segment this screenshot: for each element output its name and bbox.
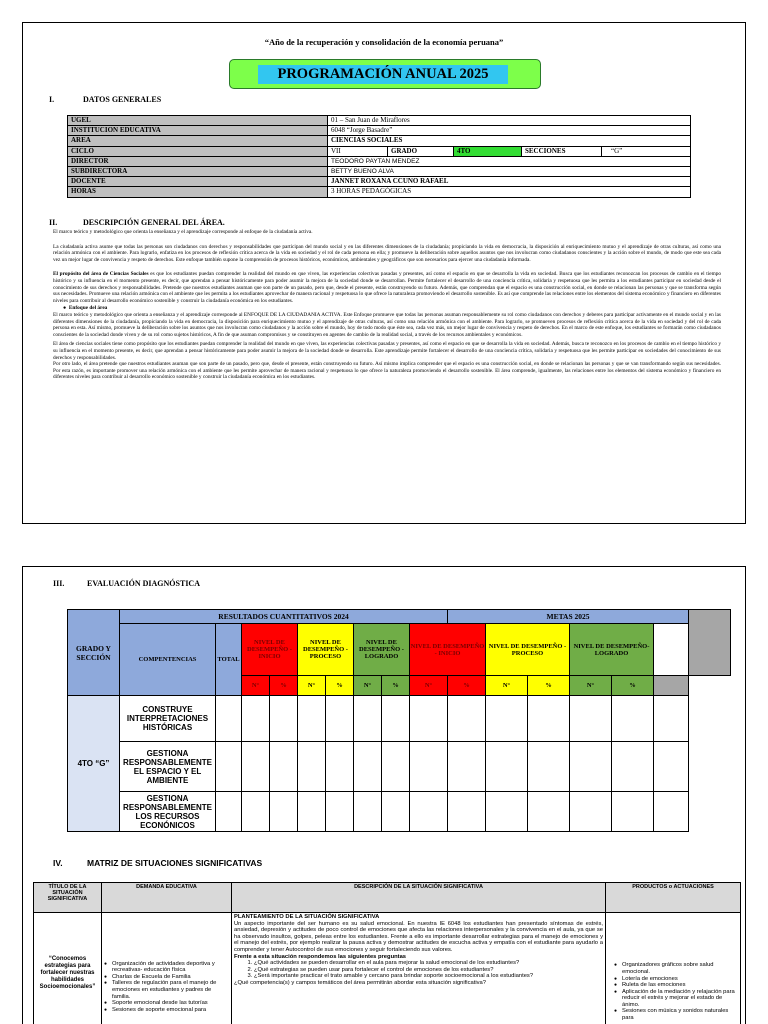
- row-horas: HORAS 3 HORAS PEDAGÓGICAS: [68, 187, 691, 197]
- demanda-item: ● Talleres de regulación para el manejo de emociones en estudiantes y padres de familia.: [104, 980, 229, 1000]
- title-banner: [229, 59, 541, 89]
- motto: “Año de la recuperación y consolidación de la economía peruana”: [264, 37, 504, 47]
- paragraph: El área de ciencias sociales tiene como propósito que los estudiantes puedan comprender la realidad del mundo en que viven, las experiencias colectivas pasadas y presentes, así como el espacio en que se desarrolla la vida en sociedad. Además, busca te reconozco en los procesos de cambio en el tiempo histórico y su influencia en el momento presente, es decir, que aprendan a pensar históricamente para poder asumir la mejora de la sociedad donde se desarrolla. Este aprendizaje permite fortalecer el desarrollo de una conciencia crítica, solidaria y respetuosa que les permite participar en sociedades del conocimiento de sus derechos y responsabilidades.: [53, 341, 721, 361]
- planteamiento-text: Un aspecto importante del ser humano es su salud emocional. En nuestra IE 6048 los estudiantes han presentado síntomas de estrés, ansiedad, depresión y actitudes de poco control de emociones que afecta las relaciones interpersonales y la convivencia en el aula, ya que se ha observado insultos, golpes, peleas entre los estudiantes. Frente a ello es importante desarrollar estrategias para el manejo de emociones y el manejo del estrés, por ejemplo realizar la pausa activa y demostrar actitudes de escucha activa y empatía con el estudiante para ayudarlo a comprender y tener Autocontrol de sus emociones y seguir fortaleciendo sus valores.: [234, 920, 603, 953]
- descripcion-text: [53, 229, 721, 384]
- row-ciclo: CICLO VII GRADO 4TO SECCIONES “G”: [68, 146, 691, 156]
- grado-4to-g: 4TO “G”: [68, 696, 120, 832]
- datos-generales-table: [67, 115, 691, 198]
- row-ie: INSTITUCION EDUCATIVA 6048 “Jorge Basadre”: [68, 126, 691, 136]
- page-1: [22, 22, 746, 524]
- row-area: AREA CIENCIAS SOCIALES: [68, 136, 691, 146]
- preguntas-list: [234, 960, 603, 980]
- matriz-table: [33, 882, 741, 1024]
- row-docente: DOCENTE JANNET ROXANA CCUNO RAFAEL: [68, 177, 691, 187]
- producto-item: ● Organizadores gráficos sobre salud emocional.: [614, 962, 738, 975]
- page-title: PROGRAMACIÓN ANUAL 2025: [258, 65, 508, 84]
- producto-item: ● Aplicación de la mediación y relajación para reducir el estrés y mejorar el estado de ánimo.: [614, 989, 738, 1009]
- header-titulo: TÍTULO DE LA SITUACIÓN SIGNIFICATIVA: [34, 883, 102, 913]
- total-header: TOTAL: [216, 624, 242, 696]
- gray-cell: [689, 610, 731, 676]
- demanda-list-cell: [102, 913, 232, 1024]
- section-descripcion: II. DESCRIPCIÓN GENERAL DEL ÁREA.: [49, 218, 225, 227]
- descripcion-cell: [232, 913, 606, 1024]
- header-productos: PRODUCTOS o ACTUACIONES: [606, 883, 741, 913]
- competencia-2: GESTIONA RESPONSABLEMENTE EL ESPACIO Y EL AMBIENTE: [120, 742, 216, 792]
- grado-value: 4TO: [454, 146, 522, 156]
- situacion-titulo: “Conocemos estrategias para fortalecer nuestras habilidades Socioemocionales”: [34, 913, 102, 1024]
- paragraph: La ciudadanía activa asume que todas las personas son ciudadanos con derechos y responsabilidades que participan del mundo social y en las diferentes dimensiones de la ciudadanía; propiciando la vida en democracia, la disposición al enriquecimiento mutuo y el aprendizaje de otras culturas, así como una relación armónica con el ambiente. Para lograrlo, enfatiza en los procesos de reflexión crítica acerca de la vida en sociedad y el rol de cada persona en ella; y promueve la deliberación sobre aquellos asuntos que nos involucran como ciudadanos conscientes y la acción sobre el mundo, de modo que este sea cada vez un mejor lugar de convivencia y respeto de derechos. Este enfoque también supone la comprensión de procesos históricos, económicos, ambientales y geográficos que son necesarios para ejercer una ciudadanía informada.: [53, 243, 721, 263]
- competencias-header: COMPENTENCIAS: [120, 624, 216, 696]
- demanda-item: ● Sesiones de soporte emocional para: [104, 1007, 229, 1014]
- metas-header: METAS 2025: [448, 610, 689, 624]
- demanda-list: [104, 961, 229, 1014]
- producto-item: ● Lotería de emociones: [614, 976, 738, 983]
- pregunta-item: 2. ¿Qué estrategias se pueden usar para fortalecer el control de emociones de los estudiantes?: [254, 967, 603, 974]
- row-director: DIRECTOR TEODORO PAYTAN MENDEZ: [68, 156, 691, 166]
- demanda-item: ● Soporte emocional desde las tutorías: [104, 1000, 229, 1007]
- section-datos-generales: I. DATOS GENERALES: [49, 95, 162, 104]
- planteamiento-title: PLANTEAMIENTO DE LA SITUACIÓN SIGNIFICATIVA: [234, 914, 380, 920]
- bullet-enfoque: ● Enfoque del área: [63, 305, 108, 312]
- productos-list: [614, 962, 738, 1021]
- diagnostic-table: GRADO Y SECCIÓN RESULTADOS CUANTITATIVOS 2024 METAS 2025 COMPENTENCIAS TOTAL NIVEL DE DESEMPEÑO - INICIO NIVEL DE DESEMPEÑO - PROCESO NIVEL DE DESEMPEÑO - LOGRADO NIVEL DE DESEMPEÑO - INICIO NIVEL DE DESEMPEÑO - PROCESO NIVEL DE DESEMPEÑO-LOGRADO N° % N° % N° % N° % N° % N° % 4TO “G” CONSTRUYE INTERPRETACIONES HISTÓRICAS GESTIONA RESPONSABLEMENTE EL ESPACIO Y EL AMBIENTE GESTIONA RESPONSABLEMENTE LOS RECURSOS ECONÓNICOS: [67, 609, 731, 832]
- secciones-value: “G”: [611, 146, 623, 155]
- row-subdirectora: SUBDIRECTORA BETTY BUENO ALVA: [68, 166, 691, 176]
- demanda-item: ● Charlas de Escuela de Familia: [104, 974, 229, 981]
- paragraph: El marco teórico y metodológico que orienta a enseñanza y el aprendizaje corresponde al ENFOQUE DE LA CIUDADANIA ACTIVA. Este Enfoque promueve que todas las personas asuman responsablemente su rol como ciudadanos con derechos y deberes para participar activamente en el mundo social y en las diferentes dimensiones de la ciudadanía, propiciando la vida en democracia, la disposición para enriquecimiento mutuo y el aprendizaje de otras culturas, así como una relación armónica con el ambiente. Para lograrlo, se promueven procesos de reflexión crítica acerca de la vida en sociedad y del rol de cada persona en esta. Así mismo, promueve la deliberación sobre los asuntos que nos involucran como ciudadanos y la acción sobre el mundo, hoy de todo modo que éste sea, cada vez más, un mejor lugar de convivencia y respeto de derechos. En el marco de este enfoque, los estudiantes se formarán como ciudadanos conscientes de la sociedad donde viven y de su rol como sujetos históricos, A fin de que asuman compromisos y se constituyen en agentes de cambio de la realidad social, a través de los recursos ambientales y económicos.: [53, 311, 721, 338]
- paragraph: El marco teórico y metodológico que orienta la enseñanza y el aprendizaje corresponde al enfoque de la ciudadanía activa.: [53, 229, 313, 235]
- productos-cell: [606, 913, 741, 1024]
- competencia-3: GESTIONA RESPONSABLEMENTE LOS RECURSOS ECONÓNICOS: [120, 792, 216, 832]
- row-ugel: UGEL 01 – San Juan de Miraflores: [68, 116, 691, 126]
- pregunta-item: 3. ¿Será importante practicar el trato amable y cercano para brindar soporte socioemocional a los estudiantes?: [254, 973, 603, 980]
- section-evaluacion: III. EVALUACIÓN DIAGNÓSTICA: [53, 579, 200, 588]
- preguntas-title: Frente a esta situación respondemos las siguientes preguntas: [234, 953, 407, 960]
- competencia-question: ¿Qué competencia(s) y campos temáticos del área permitirán abordar esta situación significativa?: [234, 979, 486, 986]
- grado-seccion-header: GRADO Y SECCIÓN: [68, 610, 120, 696]
- header-descripcion: DESCRIPCIÓN DE LA SITUACIÓN SIGNIFICATIVA: [232, 883, 606, 913]
- demanda-item: ● Organización de actividades deportiva y recreativas- educación física: [104, 961, 229, 974]
- section-matriz: IV. MATRIZ DE SITUACIONES SIGNIFICATIVAS: [53, 858, 263, 868]
- competencia-1: CONSTRUYE INTERPRETACIONES HISTÓRICAS: [120, 696, 216, 742]
- page-2: [22, 566, 746, 1024]
- producto-item: ● Sesiones con música y sonidos naturales para: [614, 1008, 738, 1021]
- paragraph: Por otro lado, el área pretende que nuestros estudiantes asuman que son parte de un pasado, pero que, desde el presente, están construyendo su futuro. Así mismo implica comprender que el espacio es una construcción social, en donde se relacionan las personas y que se van transformando según sus necesidades. Por esta razón, es importante promover una relación armónica con el ambiente que les permite aprovechar de manera racional y respetuosa lo que ofrece la naturaleza promoviendo el desarrollo sostenible. El área comprende, igualmente, las relaciones entre los elementos del sistema económico y financiero en diferentes niveles para contribuir al desarrollo económico sostenible y construir la ciudadanía económica en los estudiantes.: [53, 361, 721, 381]
- resultados-header: RESULTADOS CUANTITATIVOS 2024: [120, 610, 448, 624]
- paragraph: El propósito del área de Ciencias Sociales es que los estudiantes puedan comprender la realidad del mundo en que viven, las experiencias colectivas pasadas y presentes, así como el espacio en que se desarrolla la vida en sociedad. Busca que los estudiantes reconozcan los procesos de cambio en el tiempo histórico y su influencia en el momento presente, es decir, que aprendan a pensar históricamente para poder asumir la mejora de la sociedad donde se desarrollan. Permite fortalecer el desarrollo de una conciencia crítica, solidaria y respetuosa que les permita a los estudiantes participar en sociedad desde el conocimiento de sus derechos y responsabilidades. Pretende que nuestros estudiantes asuman que son parte de un pasado, pero que, desde el presente, están construyendo su futuro. Además, que comprendan que el espacio es una construcción social, en donde se relacionan las personas y que se transforma según sus necesidades. Promueve una relación armónica con el ambiente que les permita a los estudiantes aprovechar de manera racional y respetuosa lo que ofrece la naturaleza promoviendo el desarrollo sostenible. Es así que comprende las relaciones entre los elementos del sistema económico y financiero en diferentes niveles para contribuir al desarrollo económico sostenible y construir la ciudadanía económica en los estudiantes.: [53, 271, 722, 304]
- producto-item: ● Ruleta de las emociones: [614, 982, 738, 989]
- pregunta-item: 1. ¿Qué actividades se pueden desarrollar en el aula para mejorar la salud emocional de los estudiantes?: [254, 960, 603, 967]
- header-demanda: DEMANDA EDUCATIVA: [102, 883, 232, 913]
